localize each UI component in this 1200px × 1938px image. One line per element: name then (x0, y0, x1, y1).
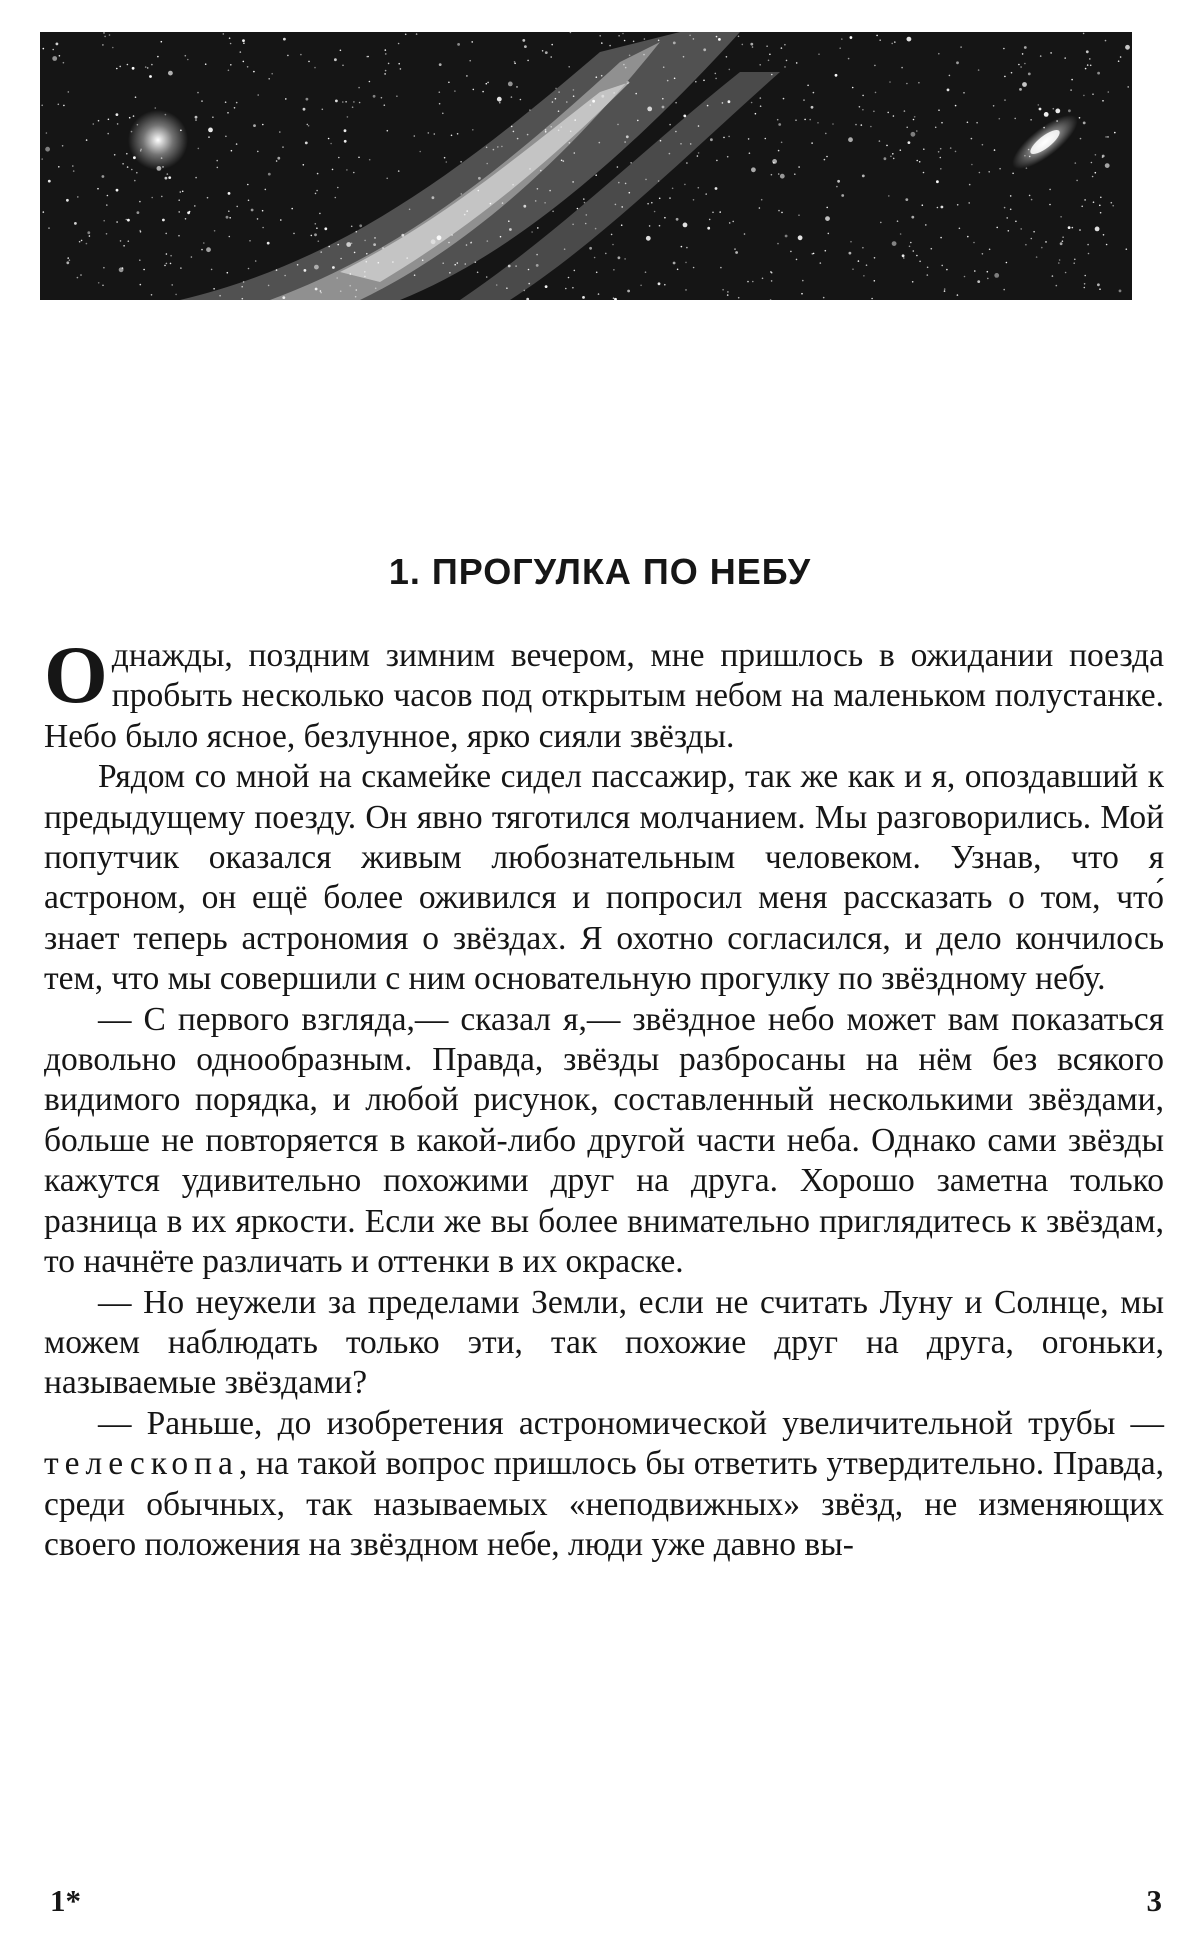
starry-sky-illustration (40, 32, 1142, 300)
paragraph-3: — С первого взгляда,— сказал я,— звёздное небо может вам показаться довольно однообразным. Правда, звёзды разбросаны на нём без всякого видимого порядка, и любой рисунок, составленный несколькими звёздами, больше не повторяется в какой-либо другой части неба. Однако сами звёзды кажутся удивительно похожими друг на друга. Хорошо заметна только разница в их яркости. Если же вы более внимательно приглядитесь к звёздам, то начнёте различать и оттенки в их окраске. (44, 1000, 1164, 1281)
page-number: 3 (1146, 1883, 1162, 1918)
paragraph-5-text-start: — Раньше, до изобретения астрономической увеличительной трубы — (98, 1404, 1164, 1442)
starry-sky-image (40, 32, 1142, 300)
paragraph-4: — Но неужели за пределами Земли, если не считать Луну и Солнце, мы можем наблюдать только эти, так похожие друг на друга, огоньки, называемые звёздами? (44, 1283, 1164, 1402)
paragraph-2: Рядом со мной на скамейке сидел пассажир, так же как и я, опоздавший к предыдущему поезду. Он явно тяготился молчанием. Мы разговорились. Мой попутчик оказался живым любознательным человеком. Узнав, что я астроном, он ещё более оживился и попросил меня рассказать о том, что́ знает теперь астрономия о звёздах. Я охотно согласился, и дело кончилось тем, что мы совершили с ним основательную прогулку по звёздному небу. (44, 758, 1164, 998)
paragraph-1 (44, 629, 1164, 757)
chapter-title: 1. ПРОГУЛКА ПО НЕБУ (388, 551, 812, 592)
signature-mark: 1* (50, 1883, 81, 1918)
paragraph-1-text: днажды, поздним зимним вечером, мне пришлось в ожидании поезда пробыть несколько часов под открытым небом на маленьком полустанке. Небо было ясное, безлунное, ярко сияли звёзды. (44, 637, 1164, 755)
paragraph-5 (44, 1404, 1164, 1566)
body-text (44, 629, 1164, 1565)
bright-star-left (128, 110, 188, 170)
paragraph-5-text-end: , на такой вопрос пришлось бы ответить утвердительно. Правда, среди обычных, так называемых «неподвижных» звёзд, не изменяющих своего положения на звёздном небе, люди уже давно вы- (44, 1445, 1164, 1563)
drop-cap: О (44, 629, 108, 720)
telescope-term: телескопа (44, 1445, 239, 1483)
